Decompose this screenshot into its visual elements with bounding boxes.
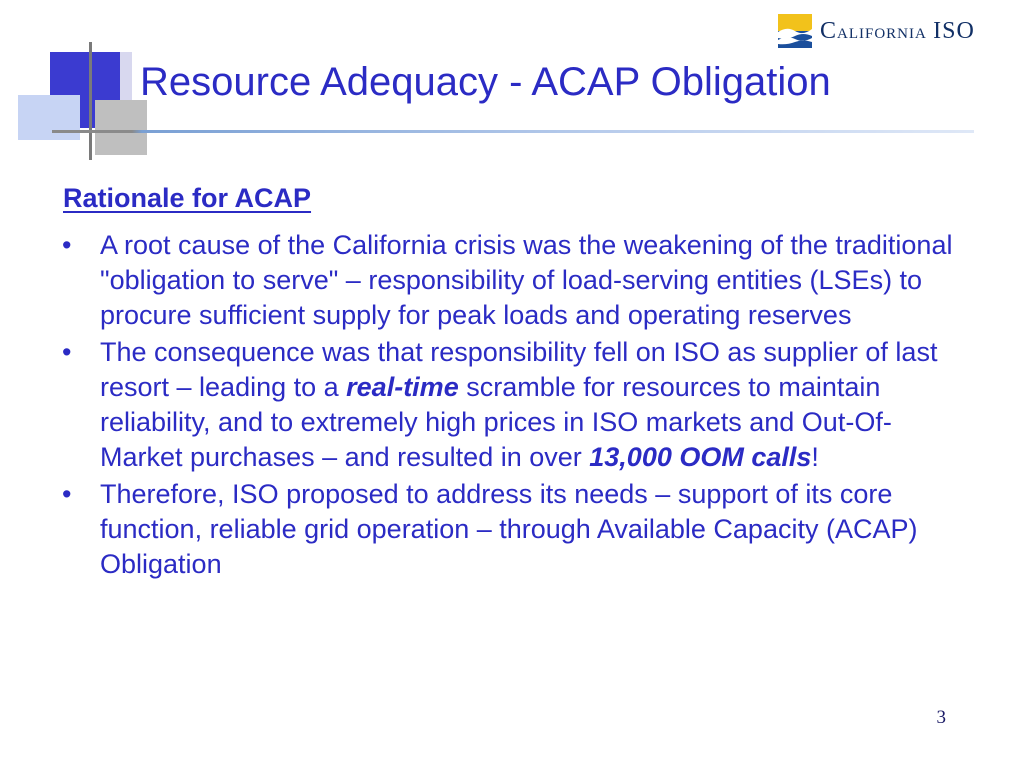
bullet-list	[62, 228, 957, 584]
bullet-text-pre: The consequence was that responsibility fell on ISO as supplier of last resort – leading to a	[100, 337, 938, 402]
bullet-marker: •	[62, 230, 72, 260]
logo-sun-wave-icon	[778, 14, 812, 48]
bullet-marker: •	[62, 337, 72, 367]
bullet-item	[62, 477, 957, 582]
decor-square-light	[120, 52, 132, 102]
bullet-text-mid: scramble for resources to maintain reliability, and to extremely high prices in ISO markets and Out-Of-Market purchases – and resulted in over	[100, 372, 892, 472]
decor-square-gray	[95, 100, 147, 155]
title-underline-rule	[52, 130, 974, 133]
section-heading: Rationale for ACAP	[63, 183, 312, 213]
bullet-marker: •	[62, 479, 72, 509]
bullet-text: Therefore, ISO proposed to address its needs – support of its core function, reliable grid operation – through Available Capacity (ACAP) Obligation	[100, 479, 918, 579]
bullet-emphasis: 13,000 OOM calls	[589, 442, 812, 472]
bullet-text: A root cause of the California crisis was the weakening of the traditional "obligation to serve" – responsibility of load-serving entities (LSEs) to procure sufficient supply for peak loads and operating reserves	[100, 230, 953, 330]
bullet-text-post: !	[811, 442, 819, 472]
bullet-item	[62, 335, 957, 475]
slide-title: Resource Adequacy - ACAP Obligation	[140, 60, 831, 104]
california-iso-logo	[778, 14, 975, 48]
logo-text: California ISO	[820, 17, 975, 44]
page-number: 3	[936, 707, 946, 728]
decor-square-lightblue	[18, 95, 80, 140]
bullet-emphasis: real-time	[346, 372, 459, 402]
decor-vertical-line	[89, 42, 92, 160]
bullet-item	[62, 228, 957, 333]
